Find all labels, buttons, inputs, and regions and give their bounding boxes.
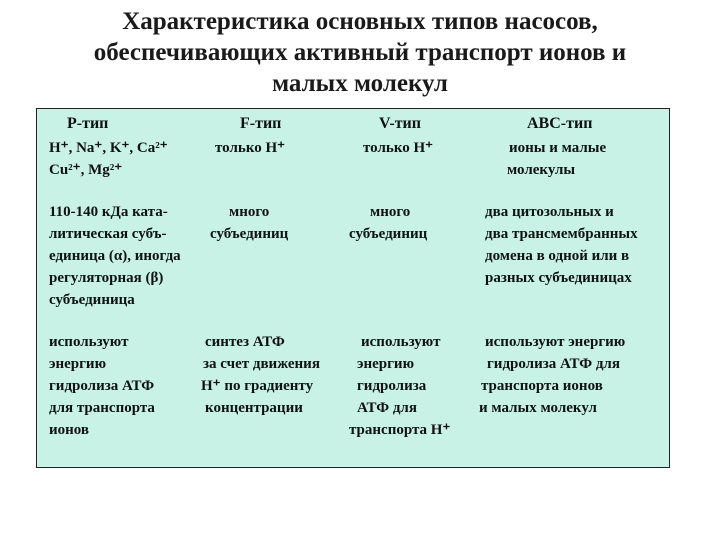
- v-ions: только Н⁺: [363, 140, 434, 156]
- p-function-line-2: энергию: [49, 356, 107, 372]
- abc-function-line-4: и малых молекул: [479, 400, 597, 416]
- f-function-line-2: за счет движения: [203, 356, 320, 372]
- abc-structure-line-1: два цитозольных и: [485, 204, 614, 220]
- abc-structure-line-4: разных субъединицах: [485, 270, 632, 286]
- title-line-1: Характеристика основных типов насосов,: [122, 8, 598, 35]
- abc-function-line-2: гидролиза АТФ для: [487, 356, 620, 372]
- pump-types-table: [36, 108, 670, 468]
- header-v-type: V-тип: [379, 115, 421, 132]
- p-structure-line-5: субъединица: [49, 292, 135, 308]
- title-line-3: малых молекул: [272, 70, 448, 97]
- v-function-line-2: энергию: [357, 356, 415, 372]
- p-function-line-5: ионов: [49, 422, 90, 438]
- header-abc-type: АВС-тип: [527, 115, 593, 132]
- f-function-line-4: концентрации: [205, 400, 303, 416]
- p-function-line-1: используют: [49, 334, 129, 350]
- slide-title: [40, 6, 680, 99]
- f-function-line-1: синтез АТФ: [205, 334, 285, 350]
- p-ions-line-1: Н⁺, Na⁺, K⁺, Ca²⁺: [49, 140, 168, 156]
- v-structure-line-1: много: [370, 204, 411, 220]
- abc-function-line-1: используют энергию: [485, 334, 626, 350]
- p-structure-line-1: 110-140 кДа ката-: [49, 204, 168, 220]
- v-structure-line-2: субъединиц: [349, 226, 428, 242]
- p-ions-line-2: Cu²⁺, Mg²⁺: [49, 162, 123, 178]
- v-function-line-1: используют: [361, 334, 441, 350]
- header-p-type: Р-тип: [67, 115, 109, 132]
- v-function-line-5: транспорта Н⁺: [349, 422, 451, 438]
- f-structure-line-2: субъединиц: [210, 226, 289, 242]
- v-function-line-4: АТФ для: [357, 400, 417, 416]
- abc-structure-line-2: два трансмембранных: [485, 226, 638, 242]
- header-f-type: F-тип: [240, 115, 282, 132]
- abc-ions-line-2: молекулы: [507, 162, 576, 178]
- abc-structure-line-3: домена в одной или в: [485, 248, 630, 264]
- v-function-line-3: гидролиза: [357, 378, 427, 394]
- f-ions: только Н⁺: [215, 140, 286, 156]
- f-function-line-3: Н⁺ по градиенту: [201, 378, 314, 394]
- p-function-line-3: гидролиза АТФ: [49, 378, 155, 394]
- p-structure-line-2: литическая субъ-: [49, 226, 167, 242]
- p-structure-line-3: единица (α), иногда: [49, 248, 181, 264]
- p-function-line-4: для транспорта: [49, 400, 155, 416]
- p-structure-line-4: регуляторная (β): [49, 270, 164, 286]
- abc-ions-line-1: ионы и малые: [509, 140, 607, 156]
- title-line-2: обеспечивающих активный транспорт ионов и: [93, 39, 627, 66]
- abc-function-line-3: транспорта ионов: [481, 378, 603, 394]
- f-structure-line-1: много: [229, 204, 270, 220]
